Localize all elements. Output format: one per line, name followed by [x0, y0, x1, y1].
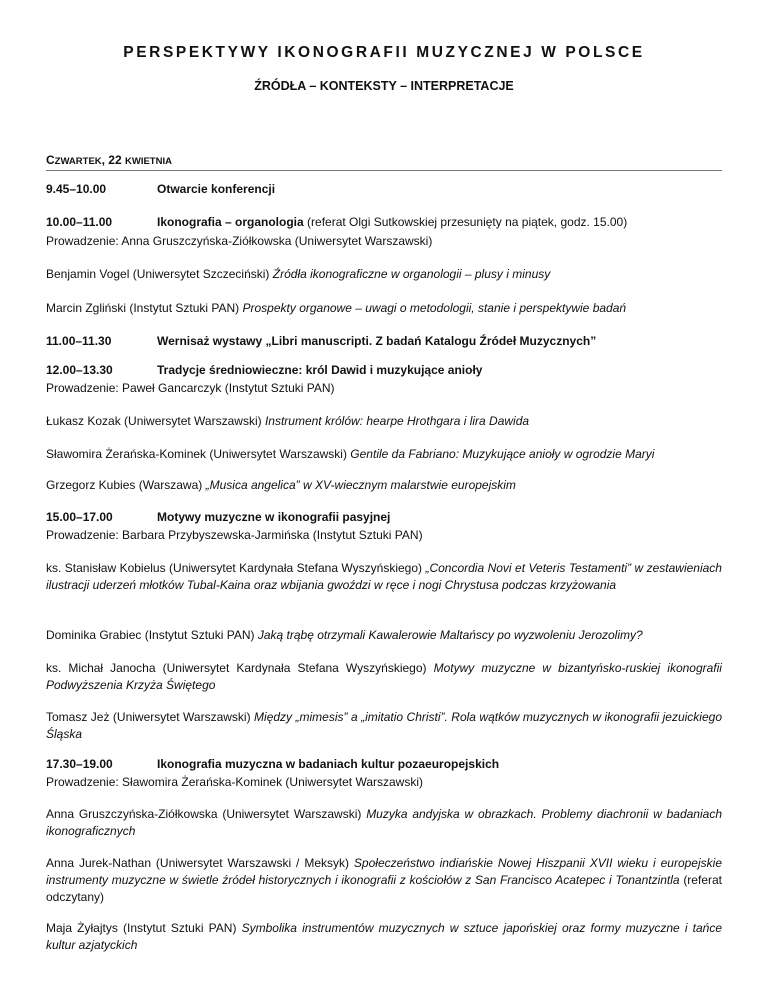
session-chair: Prowadzenie: Paweł Gancarczyk (Instytut Sztuki PAN)	[46, 381, 335, 395]
day-heading	[46, 153, 722, 171]
talk	[46, 560, 722, 594]
talk-title: Motywy muzyczne w bizantyńsko-ruskiej ikonografii Podwyższenia Krzyża Świętego	[46, 661, 722, 692]
talk	[46, 477, 722, 494]
talk	[46, 300, 722, 317]
session-title: Motywy muzyczne w ikonografii pasyjnej	[157, 510, 391, 524]
day-number: , 22	[101, 153, 125, 167]
session-1-heading	[46, 214, 722, 231]
talk-title: Instrument królów: hearpe Hrothgara i lira Dawida	[264, 414, 530, 428]
day-first-letter: C	[46, 153, 55, 167]
talk-speaker: Sławomira Żerańska-Kominek (Uniwersytet Warszawski)	[46, 447, 351, 461]
talk-title: „Musica angelica” w XV-wiecznym malarstwie europejskim	[205, 478, 516, 492]
talk	[46, 806, 722, 840]
session-opening	[46, 181, 722, 198]
talk	[46, 660, 722, 694]
talk-speaker: Benjamin Vogel (Uniwersytet Szczeciński)	[46, 267, 273, 281]
talk-speaker: Marcin Zgliński (Instytut Sztuki PAN)	[46, 301, 243, 315]
talk-title: Społeczeństwo indiańskie Nowej Hiszpanii XVII wieku i europejskie instrumenty muzyczne w świetle źródeł historycznych i ikonografii z kościołów z San Francisco Acatepec i Tonantzintla	[46, 856, 722, 887]
talk-title: Między „mimesis” a „imitatio Christi”. Rola wątków muzycznych w ikonografii jezuickiego Śląska	[46, 710, 722, 741]
session-time: 15.00–17.00	[46, 510, 113, 524]
talk-speaker: Tomasz Jeż (Uniwersytet Warszawski)	[46, 710, 255, 724]
talk-title: Muzyka andyjska w obrazkach. Problemy diachronii w badaniach ikonograficznych	[46, 807, 722, 838]
talk-speaker: ks. Stanisław Kobielus (Uniwersytet Kardynała Stefana Wyszyńskiego)	[46, 561, 426, 575]
session-chair: Prowadzenie: Sławomira Żerańska-Kominek (Uniwersytet Warszawski)	[46, 775, 423, 789]
page-title: PERSPEKTYWY IKONOGRAFII MUZYCZNEJ W POLSCE	[123, 44, 645, 61]
talk	[46, 266, 722, 283]
day-name: ZWARTEK	[54, 156, 102, 167]
page-subtitle: ŹRÓDŁA – KONTEKSTY – INTERPRETACJE	[254, 79, 514, 93]
session-time: 12.00–13.30	[46, 363, 113, 377]
talk-speaker: Anna Jurek-Nathan (Uniwersytet Warszawski / Meksyk)	[46, 856, 354, 870]
session-title: Ikonografia muzyczna w badaniach kultur pozaeuropejskich	[157, 757, 500, 771]
session-title: Ikonografia – organologia	[157, 215, 304, 229]
talk-title: Symbolika instrumentów muzycznych w sztuce japońskiej oraz formy muzyczne i tańce kultur azjatyckich	[46, 921, 722, 952]
talk-speaker: Anna Gruszczyńska-Ziółkowska (Uniwersytet Warszawski)	[46, 807, 367, 821]
talk-title: Źródła ikonograficzne w organologii – plusy i minusy	[272, 267, 551, 281]
session-time: 9.45–10.00	[46, 182, 107, 196]
session-title: Wernisaż wystawy „Libri manuscripti. Z badań Katalogu Źródeł Muzycznych”	[157, 334, 597, 348]
talk-speaker: Dominika Grabiec (Instytut Sztuki PAN)	[46, 628, 258, 642]
session-chair: Prowadzenie: Anna Gruszczyńska-Ziółkowska (Uniwersytet Warszawski)	[46, 234, 433, 248]
talk-title: „Concordia Novi et Veteris Testamenti” w zestawieniach ilustracji uderzeń młotków Tubal-Kaina oraz wbijania gwoździ w ręce i nogi Chrystusa podczas krzyżowania	[46, 561, 722, 592]
talk-title: Jaką trąbę otrzymali Kawalerowie Maltańscy po wyzwoleniu Jerozolimy?	[257, 628, 643, 642]
talk-title: Prospekty organowe – uwagi o metodologii, stanie i perspektywie badań	[242, 301, 627, 315]
talk-speaker: ks. Michał Janocha (Uniwersytet Kardynała Stefana Wyszyńskiego)	[46, 661, 434, 675]
talk	[46, 855, 722, 906]
talk	[46, 920, 722, 954]
talk	[46, 446, 722, 463]
session-time: 17.30–19.00	[46, 757, 113, 771]
session-exhibition	[46, 333, 722, 350]
session-4-heading	[46, 756, 722, 773]
session-2-heading	[46, 362, 722, 379]
talk	[46, 413, 722, 430]
session-chair: Prowadzenie: Barbara Przybyszewska-Jarmińska (Instytut Sztuki PAN)	[46, 528, 423, 542]
day-month: KWIETNIA	[125, 156, 172, 167]
session-time: 11.00–11.30	[46, 334, 112, 348]
talk	[46, 627, 722, 644]
talk-title: Gentile da Fabriano: Muzykujące anioły w ogrodzie Maryi	[350, 447, 655, 461]
talk-speaker: Maja Żyłajtys (Instytut Sztuki PAN)	[46, 921, 242, 935]
session-3-heading	[46, 509, 722, 526]
talk-speaker: Łukasz Kozak (Uniwersytet Warszawski)	[46, 414, 265, 428]
talk	[46, 709, 722, 743]
session-note: (referat Olgi Sutkowskiej przesunięty na piątek, godz. 15.00)	[303, 215, 628, 229]
session-title: Otwarcie konferencji	[157, 182, 276, 196]
session-time: 10.00–11.00	[46, 215, 113, 229]
talk-speaker: Grzegorz Kubies (Warszawa)	[46, 478, 206, 492]
talk-note: (referat odczytany)	[46, 873, 722, 904]
session-title: Tradycje średniowieczne: król Dawid i muzykujące anioły	[157, 363, 483, 377]
